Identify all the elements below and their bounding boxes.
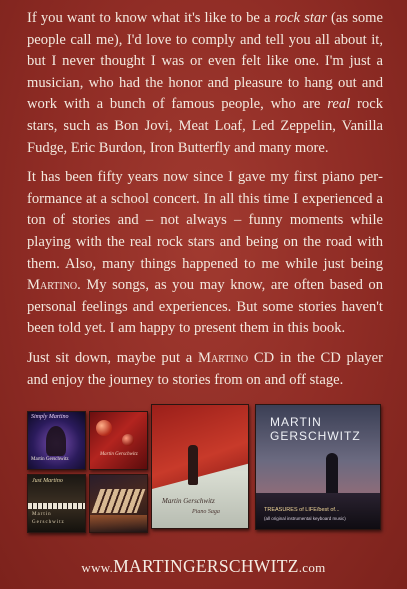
url-suffix: .com <box>298 560 326 575</box>
website-url[interactable] <box>0 556 407 577</box>
cover-ornament <box>96 420 112 436</box>
text-run: CD in the CD player and enjoy the journey to stories from on and off stage. <box>27 349 383 388</box>
cover-artist: Martin Gerschwitz <box>162 497 215 505</box>
blurb-text <box>27 8 383 399</box>
text-run: Just sit down, maybe put a <box>27 349 198 366</box>
cd-cover-just-martino <box>27 474 86 533</box>
text-run: rock stars, such as Bon Jovi, Meat Loaf, Led Zeppelin, Vanilla Fudge, Eric Burdon, Iron Butterfly and many more. <box>27 96 383 156</box>
url-prefix: www. <box>81 560 114 575</box>
text-run: (as some people call me), I'd love to comply and tell you all about it, but I never thought I was or even felt like one. I'm just a musician, who had the honor and pleasure to hang out and work with a bunch of famous people, who are <box>27 10 384 113</box>
cover-title: Simply Martino <box>31 414 69 420</box>
cover-silhouette <box>326 453 338 495</box>
text-run: If you want to know what it's like to be a <box>27 10 275 26</box>
paragraph-2 <box>27 167 383 340</box>
paragraph-1 <box>27 8 383 159</box>
text-run: . My songs, as you may know, are often based on personal feelings and experiences. But some stories haven't been told yet. I am happy to present them in this book. <box>27 277 383 337</box>
cd-covers-row <box>0 400 407 550</box>
cd-cover-red-leaves <box>89 411 148 470</box>
cover-light <box>90 515 147 532</box>
cover-artist: Martin Gerschwitz <box>31 457 69 462</box>
cover-artist-last: Gerschwitz <box>32 520 65 525</box>
cover-piano-keys <box>28 503 85 509</box>
paragraph-3 <box>27 348 383 391</box>
cover-artist: Martin Gerschwitz <box>100 452 138 457</box>
cover-artist-last: GERSCHWITZ <box>270 429 361 443</box>
martino-smallcaps: Martino <box>27 277 78 294</box>
emphasis-rock-star: rock star <box>274 10 327 26</box>
cover-figure <box>46 426 66 456</box>
cd-cover-abstract-keys <box>89 474 148 533</box>
cover-artist-first: MARTIN <box>270 415 322 429</box>
url-domain: MARTINGERSCHWITZ <box>113 556 299 576</box>
text-run: It has been fifty years now since I gave my first piano performance at a school concert. In all this time I experienced a ton of stories and – not always – funny moments while playing with the real rock stars and being on the road with them. Also, many things happened to me while just being <box>27 169 383 272</box>
martino-smallcaps: Martino <box>198 349 249 366</box>
cover-figure <box>188 445 198 485</box>
cover-title: TREASURES of LIFE/best of... <box>264 507 340 513</box>
cover-artist-first: Martin <box>32 512 52 517</box>
cover-ornament <box>122 434 134 446</box>
cd-cover-simply-martino <box>27 411 86 470</box>
cover-keys-graphic <box>92 489 146 513</box>
cover-title: Just Martino <box>32 478 63 484</box>
cd-cover-piano-saga <box>151 404 249 529</box>
cover-subtitle: (all original instrumental keyboard music) <box>264 516 346 521</box>
emphasis-real: real <box>327 96 351 113</box>
cover-red-panel <box>152 405 248 489</box>
cd-cover-treasures-of-life <box>255 404 381 530</box>
cover-title: Piano Saga <box>192 509 220 515</box>
